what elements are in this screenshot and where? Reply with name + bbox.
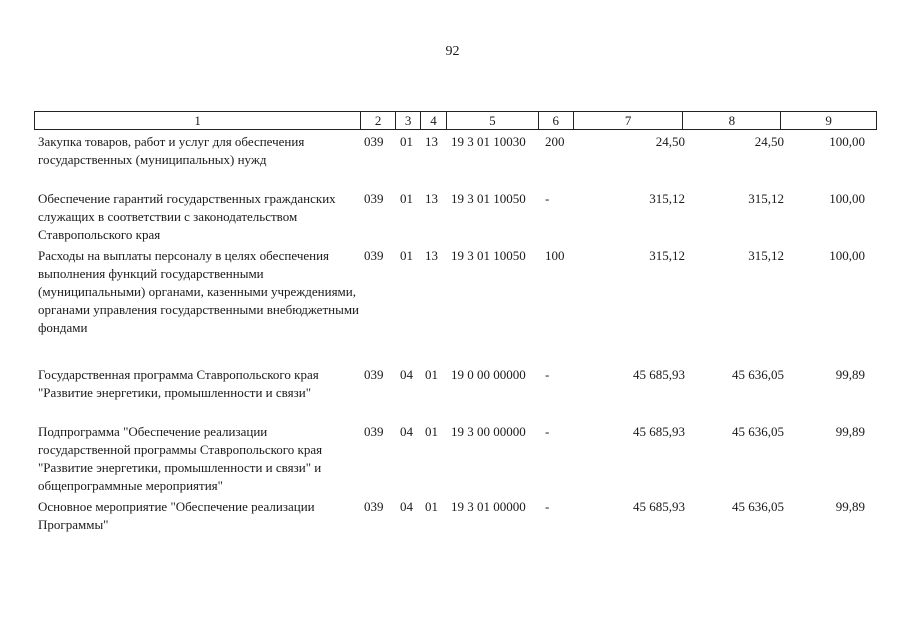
row-col-8: 45 636,05 [732,424,784,439]
row-col-5: 19 0 00 00000 [451,367,526,382]
row-col-4: 01 [425,424,438,439]
row-col-8: 315,12 [748,191,784,206]
row-col-6: - [545,424,550,439]
row-col-5: 19 3 01 10050 [451,191,526,206]
row-description: Основное мероприятие "Обеспечение реализации Программы" [38,499,315,532]
row-col-2: 039 [364,424,384,439]
header-col-7: 7 [574,112,684,129]
row-col-9: 99,89 [835,499,865,514]
row-col-8: 24,50 [754,134,784,149]
row-col-3: 04 [400,424,413,439]
row-col-4: 13 [425,248,438,263]
row-description: Расходы на выплаты персоналу в целях обеспечения выполнения функций государственными (муниципальными) органами, казенными учреждениями, органами управления государственными внебюджетными фондами [38,248,360,335]
row-col-8: 45 636,05 [732,499,784,514]
row-col-7: 45 685,93 [633,367,685,382]
row-description: Подпрограмма "Обеспечение реализации государственной программы Ставропольского края "Развитие энергетики, промышленности и связи" и общепрограммные мероприятия" [38,424,323,493]
row-col-6: 200 [545,134,565,149]
row-col-4: 01 [425,499,438,514]
row-col-3: 04 [400,499,413,514]
row-col-9: 100,00 [829,191,865,206]
row-col-5: 19 3 01 10030 [451,134,526,149]
row-col-7: 24,50 [655,134,685,149]
header-col-5: 5 [447,112,539,129]
header-col-8: 8 [683,112,781,129]
row-col-6: - [545,191,550,206]
row-col-6: - [545,499,550,514]
header-col-4: 4 [421,112,447,129]
header-col-3: 3 [396,112,421,129]
row-col-2: 039 [364,367,384,382]
row-col-6: - [545,367,550,382]
page-number: 92 [445,44,460,59]
row-col-9: 99,89 [835,424,865,439]
header-col-6: 6 [539,112,574,129]
row-col-7: 45 685,93 [633,424,685,439]
row-col-3: 01 [400,248,413,263]
row-description: Обеспечение гарантий государственных гражданских служащих в соответствии с законодательством Ставропольского края [38,191,336,242]
row-col-9: 100,00 [829,134,865,149]
row-col-2: 039 [364,499,384,514]
header-col-2: 2 [361,112,396,129]
row-col-5: 19 3 01 10050 [451,248,526,263]
row-col-2: 039 [364,248,384,263]
header-col-9: 9 [825,113,832,128]
table-header [34,111,877,130]
row-col-4: 13 [425,191,438,206]
header-col-1: 1 [35,112,361,129]
row-col-8: 45 636,05 [732,367,784,382]
row-description: Закупка товаров, работ и услуг для обеспечения государственных (муниципальных) нужд [38,134,305,167]
row-col-3: 01 [400,134,413,149]
row-col-8: 315,12 [748,248,784,263]
row-col-5: 19 3 00 00000 [451,424,526,439]
row-col-3: 01 [400,191,413,206]
row-col-5: 19 3 01 00000 [451,499,526,514]
row-col-7: 315,12 [649,248,685,263]
row-col-4: 01 [425,367,438,382]
row-col-9: 99,89 [835,367,865,382]
row-col-2: 039 [364,191,384,206]
row-col-7: 315,12 [649,191,685,206]
row-description: Государственная программа Ставропольского края "Развитие энергетики, промышленности и связи" [38,367,319,400]
row-col-4: 13 [425,134,438,149]
row-col-6: 100 [545,248,565,263]
row-col-2: 039 [364,134,384,149]
row-col-3: 04 [400,367,413,382]
row-col-9: 100,00 [829,248,865,263]
row-col-7: 45 685,93 [633,499,685,514]
